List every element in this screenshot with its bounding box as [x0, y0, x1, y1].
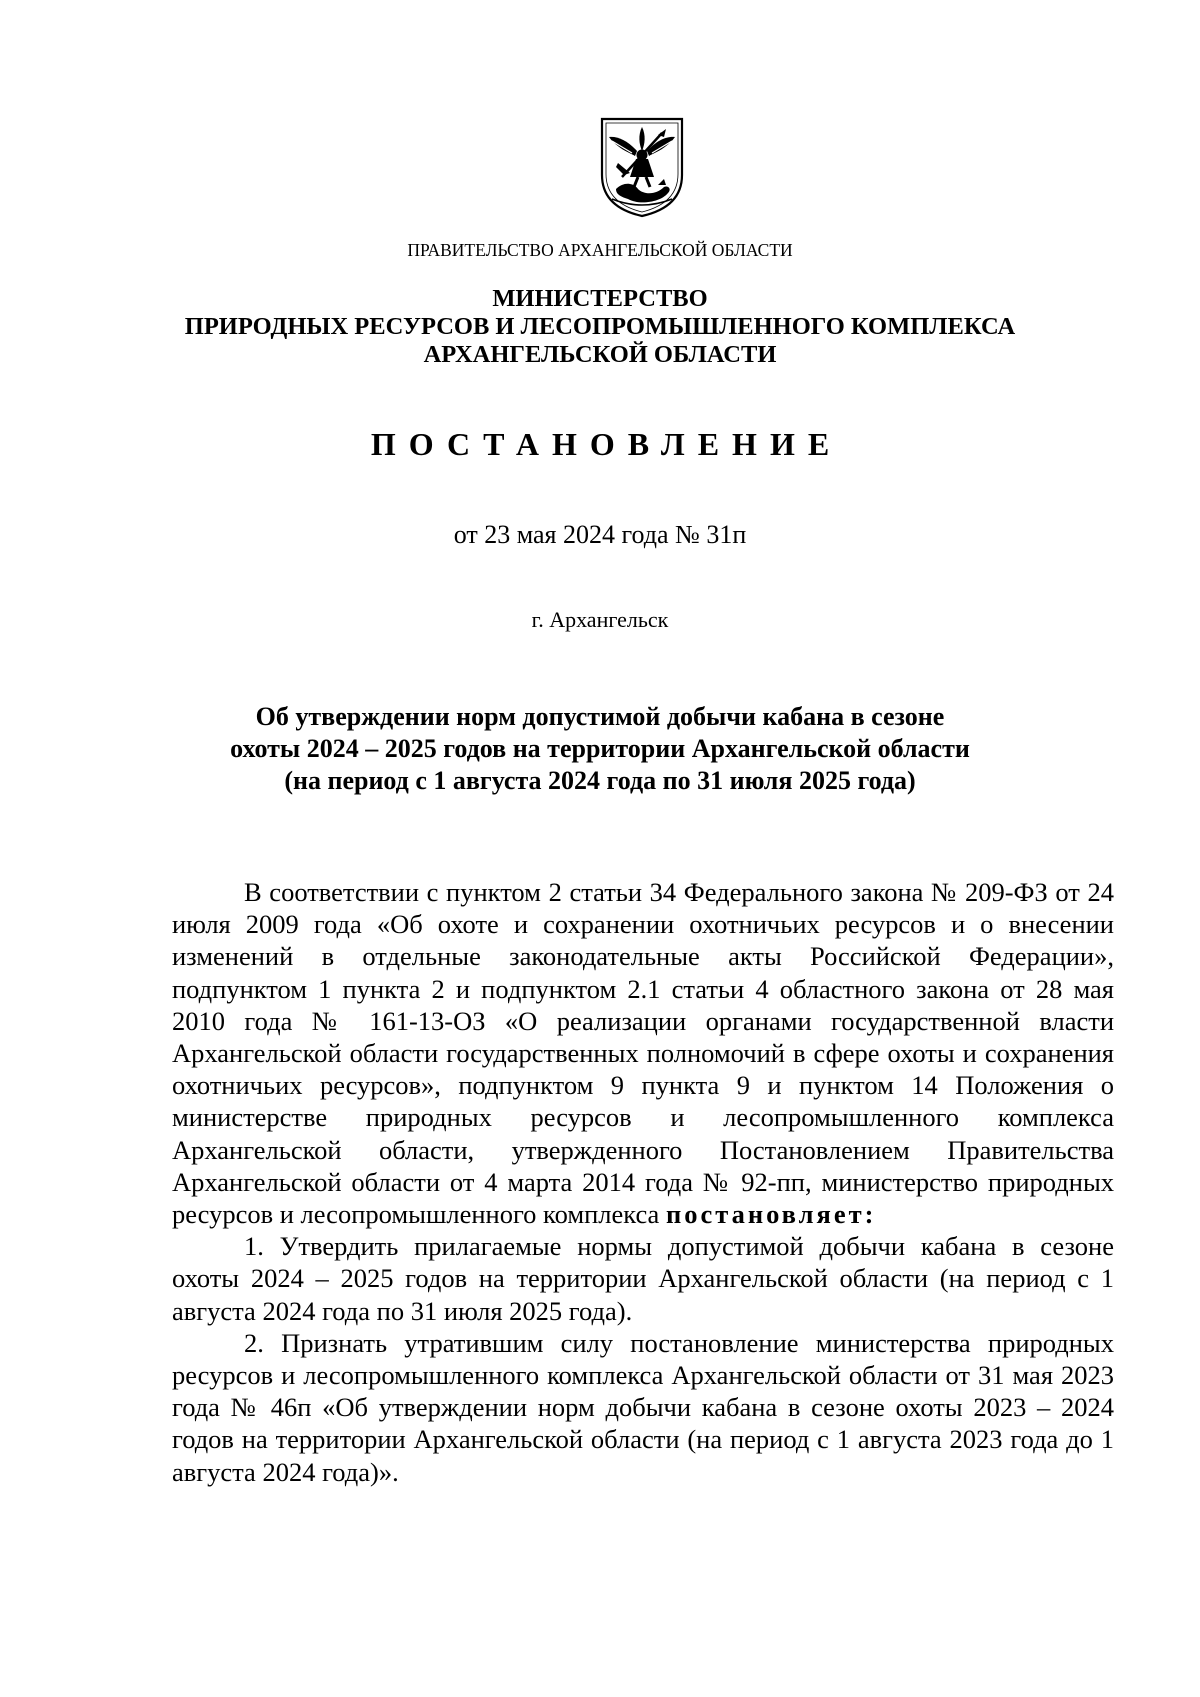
decree-word: постановляет: [665, 1199, 877, 1230]
ministry-name [0, 285, 1200, 369]
preamble-paragraph [172, 876, 1114, 1230]
date-and-number: от 23 мая 2024 года № 31п [453, 520, 747, 549]
document-title [0, 701, 1200, 797]
title-line: Об утверждении норм допустимой добычи кабана в сезоне [255, 702, 945, 731]
decree-item: 2. Признать утратившим силу постановление министерства природных ресурсов и лесопромышленного комплекса Архангельской области от 31 мая 2023 года № 46п «Об утверждении норм добычи кабана в сезоне охоты 2023 – 2024 годов на территории Архангельской области (на период с 1 августа 2023 года до 1 августа 2024 года)». [172, 1327, 1114, 1487]
ministry-line: ПРИРОДНЫХ РЕСУРСОВ И ЛЕСОПРОМЫШЛЕННОГО КОМПЛЕКСА [184, 313, 1016, 340]
arkhangelsk-coat-of-arms-icon [598, 115, 686, 219]
city: г. Архангельск [531, 607, 669, 632]
decree-item: 1. Утвердить прилагаемые нормы допустимой добычи кабана в сезоне охоты 2024 – 2025 годов на территории Архангельской области (на период с 1 августа 2024 года по 31 июля 2025 года). [172, 1231, 1114, 1326]
government-name: ПРАВИТЕЛЬСТВО АРХАНГЕЛЬСКОЙ ОБЛАСТИ [407, 240, 793, 260]
document-body [172, 876, 1114, 1488]
title-line: охоты 2024 – 2025 годов на территории Архангельской области [230, 734, 970, 763]
ministry-line: МИНИСТЕРСТВО [492, 285, 708, 312]
preamble-text: В соответствии с пунктом 2 статьи 34 Федерального закона № 209-ФЗ от 24 июля 2009 года «Об охоте и сохранении охотничьих ресурсов и о внесении изменений в отдельные законодательные акты Российской Федерации», подпунктом 1 пункта 2 и подпунктом 2.1 статьи 4 областного закона от 28 мая 2010 года № 161-13-ОЗ «О реализации органами государственной власти Архангельской области государственных полномочий в сфере охоты и сохранения охотничьих ресурсов», подпунктом 9 пункта 9 и пунктом 14 Положения о министерстве природных ресурсов и лесопромышленного комплекса Архангельской области, утвержденного Постановлением Правительства Архангельской области от 4 марта 2014 года № 92-пп, министерство природных ресурсов и лесопромышленного комплекса [172, 877, 1114, 1230]
title-line: (на период с 1 августа 2024 года по 31 июля 2025 года) [284, 766, 916, 795]
document-type: ПОСТАНОВЛЕНИЕ [370, 426, 843, 462]
ministry-line: АРХАНГЕЛЬСКОЙ ОБЛАСТИ [423, 341, 777, 368]
